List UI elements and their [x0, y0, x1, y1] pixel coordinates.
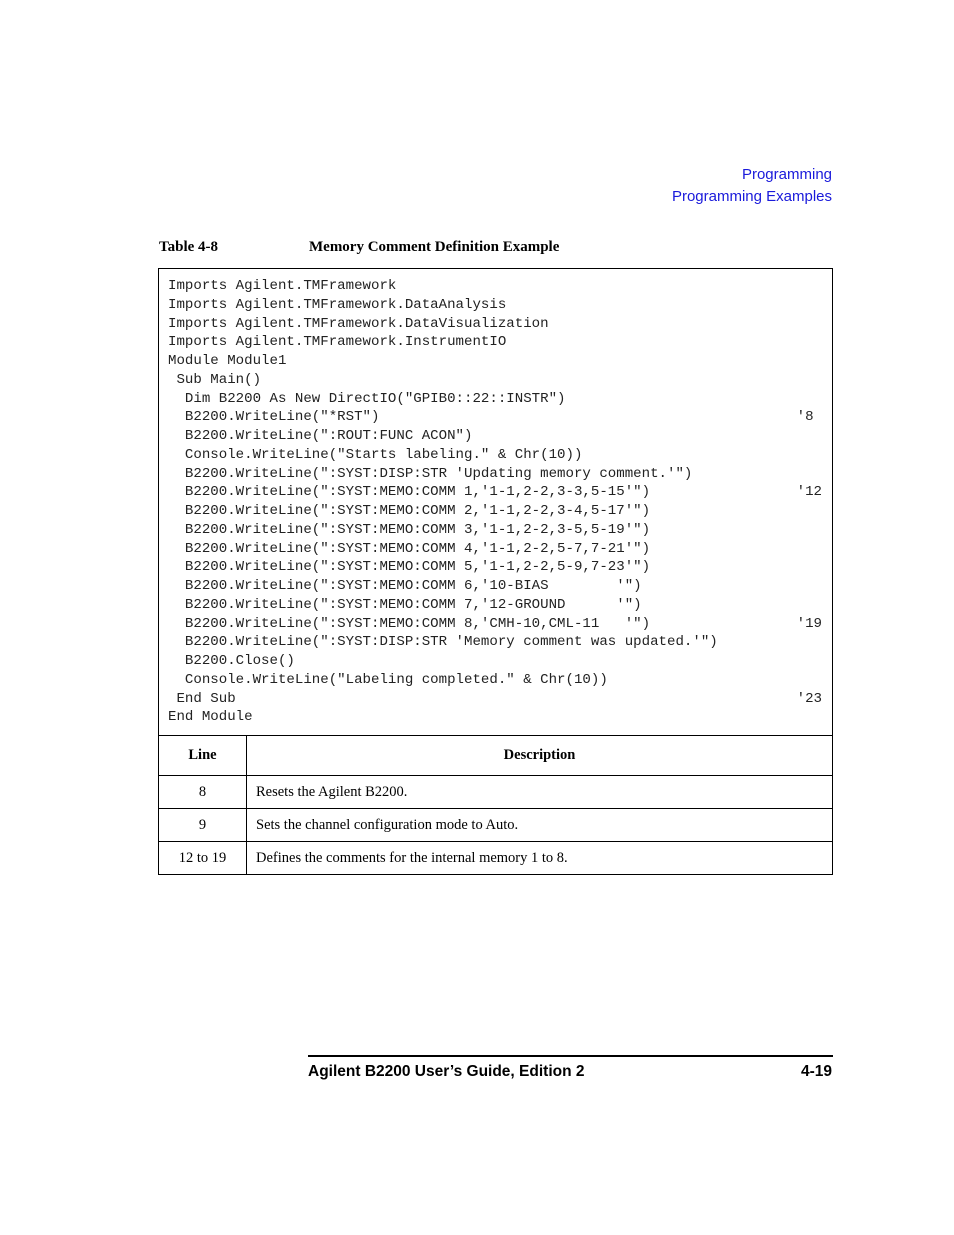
footer-title: Agilent B2200 User’s Guide, Edition 2 — [308, 1063, 585, 1080]
code-line: B2200.WriteLine("*RST") — [168, 409, 380, 426]
section-link[interactable]: Programming Examples — [671, 188, 832, 205]
row-line: 8 — [159, 776, 247, 809]
code-line: B2200.WriteLine(":SYST:MEMO:COMM 4,'1-1,2-2,5-7,7-21'") — [168, 540, 651, 557]
row-description: Defines the comments for the internal memory 1 to 8. — [247, 842, 833, 875]
code-line: Sub Main() — [168, 371, 262, 388]
table-row — [159, 776, 833, 809]
table-title: Memory Comment Definition Example — [309, 239, 560, 255]
table-row — [159, 842, 833, 875]
code-line: B2200.WriteLine(":SYST:DISP:STR 'Updating memory comment.'") — [168, 465, 693, 482]
code-line: B2200.WriteLine(":ROUT:FUNC ACON") — [168, 428, 473, 444]
header-description: Description — [247, 736, 833, 776]
row-line: 12 to 19 — [159, 842, 247, 875]
code-line: B2200.WriteLine(":SYST:MEMO:COMM 2,'1-1,2-2,3-4,5-17'") — [168, 503, 651, 519]
code-line-comment: '19 — [796, 615, 822, 632]
code-line: B2200.WriteLine(":SYST:DISP:STR 'Memory comment was updated.'") — [168, 634, 718, 651]
row-line: 9 — [159, 809, 247, 842]
code-line: Module Module1 — [168, 353, 287, 369]
code-line: B2200.WriteLine(":SYST:MEMO:COMM 1,'1-1,2-2,3-3,5-15'") — [168, 484, 651, 501]
code-line: Imports Agilent.TMFramework — [168, 278, 397, 294]
running-header — [672, 164, 832, 208]
chapter-link[interactable]: Programming — [741, 166, 832, 183]
code-line-comment: '12 — [796, 484, 822, 501]
table-header-row — [159, 736, 833, 776]
code-line: Dim B2200 As New DirectIO("GPIB0::22::INSTR") — [168, 390, 566, 407]
table-row — [159, 809, 833, 842]
code-line: Console.WriteLine("Starts labeling." & Chr(10)) — [168, 446, 583, 463]
code-line-comment: '8 — [796, 409, 822, 426]
code-line-comment: '23 — [796, 690, 822, 707]
code-line: Imports Agilent.TMFramework.InstrumentIO — [168, 334, 507, 351]
code-line: End Module — [168, 709, 253, 726]
code-line: B2200.Close() — [168, 653, 295, 669]
code-listing — [158, 268, 833, 736]
description-table — [158, 735, 833, 875]
header-line: Line — [159, 736, 247, 776]
code-line: B2200.WriteLine(":SYST:MEMO:COMM 8,'CMH-10,CML-11 '") — [168, 615, 651, 632]
code-line: Imports Agilent.TMFramework.DataVisualization — [168, 315, 549, 332]
code-line: B2200.WriteLine(":SYST:MEMO:COMM 3,'1-1,2-2,3-5,5-19'") — [168, 521, 651, 538]
code-line: Imports Agilent.TMFramework.DataAnalysis — [168, 296, 507, 313]
code-line: B2200.WriteLine(":SYST:MEMO:COMM 7,'12-GROUND '") — [168, 596, 642, 613]
code-line: B2200.WriteLine(":SYST:MEMO:COMM 5,'1-1,2-2,5-9,7-23'") — [168, 559, 651, 576]
page-number: 4-19 — [800, 1063, 832, 1080]
table-number: Table 4-8 — [159, 239, 219, 255]
code-line: B2200.WriteLine(":SYST:MEMO:COMM 6,'10-BIAS '") — [168, 578, 642, 594]
row-description: Resets the Agilent B2200. — [247, 776, 833, 809]
code-line: Console.WriteLine("Labeling completed." & Chr(10)) — [168, 671, 608, 688]
footer-rule — [308, 1055, 833, 1057]
row-description: Sets the channel configuration mode to Auto. — [247, 809, 833, 842]
code-line: End Sub — [168, 690, 236, 707]
